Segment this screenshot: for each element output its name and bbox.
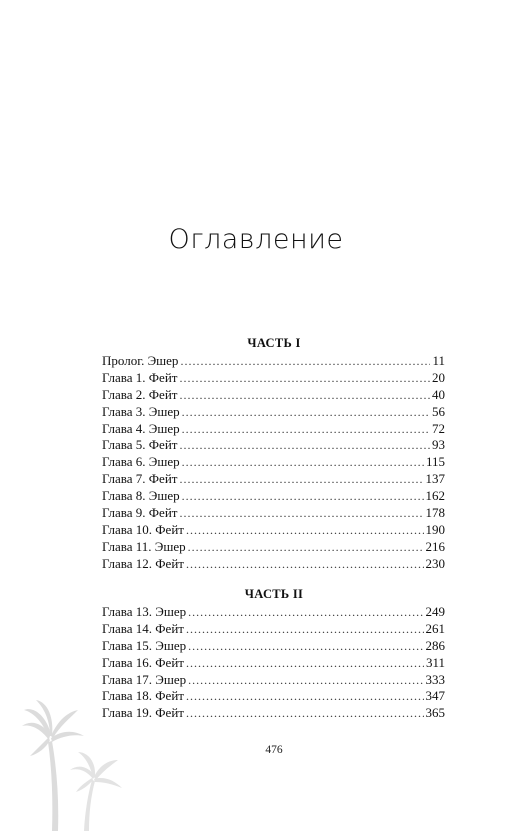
toc-entry-page: 216 xyxy=(425,538,445,554)
toc-entry-title: Глава 13. Эшер xyxy=(102,604,187,619)
toc-entry-title: Глава 3. Эшер xyxy=(102,403,180,419)
toc-entry xyxy=(102,370,445,387)
toc-leader-dots xyxy=(186,655,424,672)
toc-entry-page: 72 xyxy=(432,420,445,436)
toc-leader-dots xyxy=(186,621,424,638)
toc-entry-page: 365 xyxy=(425,705,445,721)
toc-entry-title: Глава 19. Фейт xyxy=(102,705,184,721)
page-number: 476 xyxy=(265,744,283,756)
toc-entry-page: 190 xyxy=(425,521,445,537)
toc-entry-page: 249 xyxy=(425,604,445,619)
toc-entry xyxy=(102,621,445,638)
toc-entry-title: Глава 12. Фейт xyxy=(102,555,184,571)
toc-entry xyxy=(102,353,445,370)
toc-entry-title: Глава 5. Фейт xyxy=(102,437,178,453)
toc-entry-page: 93 xyxy=(432,437,445,453)
toc-leader-dots xyxy=(188,604,423,621)
toc-entry-title: Пролог. Эшер xyxy=(102,353,179,368)
toc-entry xyxy=(102,539,445,556)
toc-leader-dots xyxy=(182,488,424,505)
toc-leader-dots xyxy=(180,353,430,370)
toc-leader-dots xyxy=(188,539,424,556)
page-title: Оглавление xyxy=(168,224,344,255)
toc-entry-page: 261 xyxy=(425,620,445,636)
toc-leader-dots xyxy=(186,705,424,722)
toc-entry xyxy=(102,672,445,689)
toc-entry-page: 137 xyxy=(425,471,445,487)
toc-entry-title: Глава 8. Эшер xyxy=(102,488,180,504)
toc-entry xyxy=(102,454,445,471)
part-2-heading: ЧАСТЬ II xyxy=(244,587,304,601)
toc-entry-title: Глава 2. Фейт xyxy=(102,386,178,402)
toc-entry xyxy=(102,638,445,655)
toc-entry-page: 178 xyxy=(425,505,445,521)
palm-trees-icon xyxy=(22,690,122,831)
toc-leader-dots xyxy=(186,556,424,573)
toc-entry-page: 56 xyxy=(432,403,445,419)
toc-entry-title: Глава 14. Фейт xyxy=(102,620,184,636)
toc-leader-dots xyxy=(188,638,423,655)
toc-entry-page: 230 xyxy=(425,555,445,571)
toc-entry xyxy=(102,655,445,672)
toc-entry-title: Глава 11. Эшер xyxy=(102,538,186,554)
toc-entry-page: 20 xyxy=(432,369,445,385)
toc-entry xyxy=(102,488,445,505)
toc-leader-dots xyxy=(179,471,423,488)
toc-leader-dots xyxy=(186,522,424,539)
toc-entry-title: Глава 6. Эшер xyxy=(102,454,180,470)
toc-entry-title: Глава 18. Фейт xyxy=(102,688,184,704)
toc-leader-dots xyxy=(182,421,430,438)
toc-leader-dots xyxy=(188,672,423,689)
toc-entry-page: 333 xyxy=(425,671,445,687)
toc-entry xyxy=(102,421,445,438)
toc-leader-dots xyxy=(182,404,430,421)
toc-leader-dots xyxy=(179,370,430,387)
part-1-toc-list xyxy=(102,353,445,573)
toc-entry xyxy=(102,387,445,404)
toc-entry xyxy=(102,705,445,722)
toc-entry-page: 162 xyxy=(425,488,445,504)
toc-entry-title: Глава 10. Фейт xyxy=(102,521,184,537)
toc-entry-page: 115 xyxy=(425,454,445,470)
toc-entry-page: 11 xyxy=(432,353,445,368)
toc-entry-page: 40 xyxy=(432,386,445,402)
toc-entry-title: Глава 16. Фейт xyxy=(102,654,184,670)
toc-entry xyxy=(102,505,445,522)
toc-entry-title: Глава 17. Эшер xyxy=(102,671,187,687)
toc-entry-page: 311 xyxy=(425,654,445,670)
toc-entry xyxy=(102,437,445,454)
palm-tree-small xyxy=(70,752,122,831)
toc-entry xyxy=(102,556,445,573)
toc-entry xyxy=(102,404,445,421)
toc-leader-dots xyxy=(179,505,423,522)
toc-entry xyxy=(102,471,445,488)
toc-entry-title: Глава 15. Эшер xyxy=(102,637,187,653)
toc-entry-title: Глава 1. Фейт xyxy=(102,369,178,385)
toc-entry-title: Глава 7. Фейт xyxy=(102,471,178,487)
palm-tree-large xyxy=(22,700,84,831)
toc-entry xyxy=(102,604,445,621)
toc-leader-dots xyxy=(186,688,424,705)
toc-entry-page: 347 xyxy=(425,688,445,704)
toc-entry-page: 286 xyxy=(425,637,445,653)
toc-entry xyxy=(102,522,445,539)
toc-leader-dots xyxy=(179,387,430,404)
toc-leader-dots xyxy=(179,437,430,454)
toc-entry-title: Глава 9. Фейт xyxy=(102,505,178,521)
toc-entry-title: Глава 4. Эшер xyxy=(102,420,180,436)
toc-entry xyxy=(102,688,445,705)
part-1-heading: ЧАСТЬ I xyxy=(247,336,301,350)
part-2-toc-list xyxy=(102,604,445,722)
toc-leader-dots xyxy=(182,454,424,471)
